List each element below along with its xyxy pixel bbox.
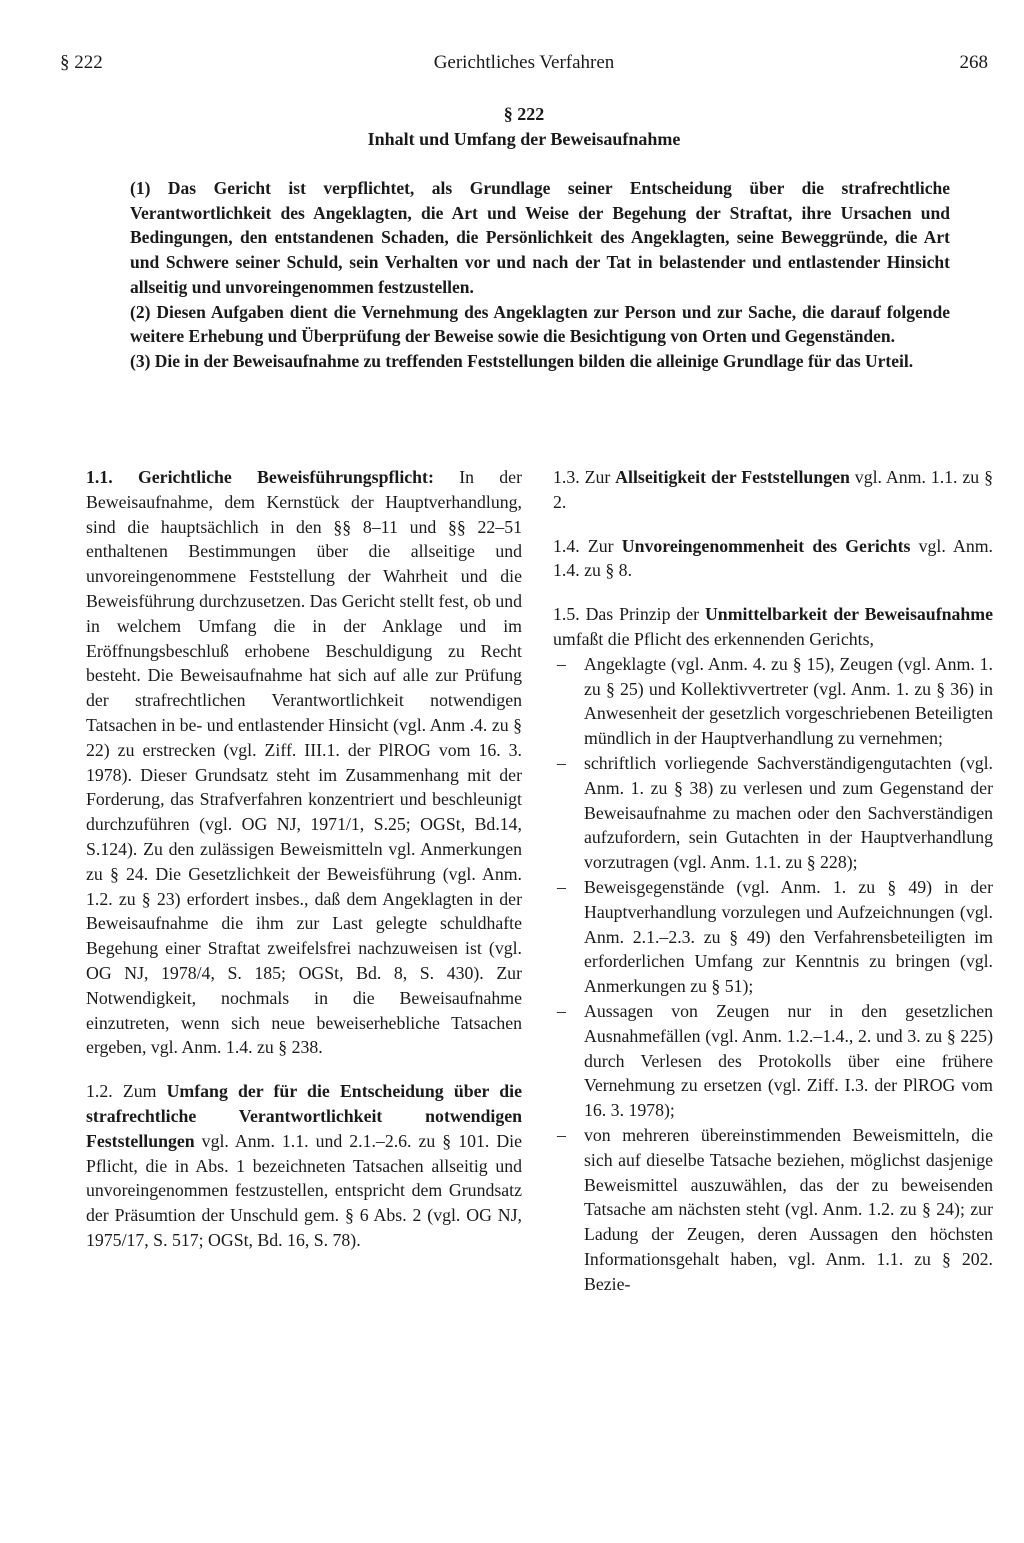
running-head — [60, 48, 988, 78]
note-1-2-text: vgl. Anm. 1.1. und 2.1.–2.6. zu § 101. Die Pflicht, die in Abs. 1 bezeichneten Tatsachen allseitig und unvoreingenommen festzustellen, entspricht dem Grundsatz der Präsumtion der Unschuld gem. § 6 Abs. 2 (vgl. OG NJ, 1975/17, S. 517; OGSt, Bd. 16, S. 78). — [86, 1130, 522, 1250]
statute-text — [130, 176, 950, 374]
commentary-left-column — [86, 465, 522, 1272]
list-item: – schriftlich vorliegende Sachverständigengutachten (vgl. Anm. 1. zu § 38) zu verlesen und zum Gegenstand der Beweisaufnahme zu machen oder den Sachverständigen aufzufordern, sein Gutachten in der Hauptverhandlung vorzutragen (vgl. Anm. 1.1. zu § 228); — [553, 751, 993, 875]
note-1-1 — [86, 465, 522, 1060]
list-item: – Aussagen von Zeugen nur in den gesetzlichen Ausnahmefällen (vgl. Anm. 1.2.–1.4., 2. und 3. zu § 225) durch Verlesen des Protokolls über eine frühere Vernehmung zu ersetzen (vgl. Ziff. I.3. der PlROG vom 16. 3. 1978); — [553, 999, 993, 1123]
note-1-4-number: 1.4. — [553, 535, 580, 556]
list-item: – von mehreren übereinstimmenden Beweismitteln, die sich auf dieselbe Tatsache beziehen, möglichst dasjenige Beweismittel auszuwählen, das der zu beweisenden Tatsache am nächsten steht (vgl. Anm. 1.2. zu § 24); zur Ladung der Zeugen, deren Aussagen den höchsten Informationsgehalt haben, vgl. Anm. 1.1. zu § 202. Bezie- — [553, 1123, 993, 1297]
header-section-ref: § 222 — [60, 52, 103, 73]
note-1-5-number: 1.5. — [553, 604, 580, 625]
note-1-5-intro — [553, 602, 993, 652]
note-1-4-lead: Zur — [579, 535, 622, 556]
section-number: § 222 — [503, 104, 545, 124]
note-1-2-number: 1.2. — [86, 1081, 113, 1102]
page-number: 268 — [959, 52, 988, 73]
list-item: – Beweisgegenstände (vgl. Anm. 1. zu § 49) in der Hauptverhandlung vorzulegen und Aufzeichnungen (vgl. Anm. 2.1.–2.3. zu § 49) den Verfahrensbeteiligten im erforderlichen Umfang zur Kenntnis zu bringen (vgl. Anmerkungen zu § 51); — [553, 875, 993, 999]
note-1-5-lead: Das Prinzip der — [579, 604, 705, 625]
note-1-3-heading: Allseitigkeit der Feststellungen — [615, 467, 850, 487]
note-1-4-heading: Unvoreingenommenheit des Gerichts — [621, 535, 911, 556]
note-1-3-number: 1.3. — [553, 467, 580, 487]
header-chapter-title: Gerichtliches Verfahren — [433, 52, 615, 73]
statute-paragraph-3: (3) Die in der Beweisaufnahme zu treffenden Feststellungen bilden die alleinige Grundlage für das Urteil. — [130, 350, 914, 371]
statute-paragraph-2: (2) Diesen Aufgaben dient die Vernehmung des Angeklagten zur Person und zur Sache, die darauf folgende weitere Erhebung und Überprüfung der Beweise sowie die Besichtigung von Orten und Gegenständen. — [130, 301, 950, 347]
note-1-2 — [86, 1079, 522, 1253]
note-1-2-lead: Zum — [112, 1081, 167, 1102]
section-title: Inhalt und Umfang der Beweisaufnahme — [367, 129, 681, 149]
list-item: – Angeklagte (vgl. Anm. 4. zu § 15), Zeugen (vgl. Anm. 1. zu § 25) und Kollektivvertreter (vgl. Anm. 1. zu § 36) in Anwesenheit der gesetzlich vorgeschriebenen Beteiligten mündlich in der Hauptverhandlung zu vernehmen; — [553, 652, 993, 751]
note-1-3-lead: Zur — [579, 467, 616, 487]
note-1-3-text: vgl. Anm. 1.1. zu § 2. — [553, 467, 993, 512]
section-heading — [60, 102, 988, 152]
note-1-5 — [553, 602, 993, 1296]
note-1-4-text: vgl. Anm. 1.4. zu § 8. — [553, 535, 993, 581]
note-1-5-text: umfaßt die Pflicht des erkennenden Gerichts, — [553, 628, 874, 649]
note-1-2-heading: Umfang der für die Entscheidung über die strafrechtliche Verantwortlichkeit notwendigen Feststellungen — [86, 1081, 522, 1151]
note-1-4 — [553, 534, 993, 584]
note-1-5-heading: Unmittelbarkeit der Beweisaufnahme — [704, 604, 993, 625]
note-1-5-list — [553, 652, 993, 1297]
note-1-3 — [553, 465, 993, 515]
statute-paragraph-1: (1) Das Gericht ist verpflichtet, als Grundlage seiner Entscheidung über die strafrechtliche Verantwortlichkeit des Angeklagten, die Art und Weise der Begehung der Straftat, ihre Ursachen und Bedingungen, den entstandenen Schaden, die Persönlichkeit des Angeklagten, seine Beweggründe, die Art und Schwere seiner Schuld, sein Verhalten vor und nach der Tat in belastender und entlastender Hinsicht allseitig und unvoreingenommen festzustellen. — [130, 178, 950, 297]
commentary-right-column — [553, 465, 993, 1297]
note-1-1-text: In der Beweisaufnahme, dem Kernstück der Hauptverhandlung, sind die hauptsächlich in den §§ 8–11 und §§ 22–51 enthaltenen Bestimmungen über die allseitige und unvoreingenommene Feststellung der Wahrheit und die Beweisführung durchzusetzen. Das Gericht stellt fest, ob und in welchem Umfang die in der Anklage und im Eröffnungsbeschluß erhobene Beschuldigung zu Recht besteht. Die Beweisaufnahme hat sich auf alle zur Prüfung der strafrechtlichen Verantwortlichkeit notwendigen Tatsachen in be- und entlastender Hinsicht (vgl. Anm .4. zu § 22) zu erstrecken (vgl. Ziff. III.1. der PlROG vom 16. 3. 1978). Dieser Grundsatz steht im Zusammenhang mit der Forderung, das Strafverfahren konzentriert und beschleunigt durchzuführen (vgl. OG NJ, 1971/1, S.25; OGSt, Bd.14, S.124). Zu den zulässigen Beweismitteln vgl. Anmerkungen zu § 24. Die Gesetzlichkeit der Beweisführung (vgl. Anm. 1.2. zu § 23) erfordert insbes., daß dem Angeklagten in der Beweisaufnahme die ihm zur Last gelegte schuldhafte Begehung einer Straftat zweifelsfrei nachzuweisen ist (vgl. OG NJ, 1978/4, S. 185; OGSt, Bd. 8, S. 430). Zur Notwendigkeit, nochmals in die Beweisaufnahme einzutreten, wenn sich neue beweiserhebliche Tatsachen ergeben, vgl. Anm. 1.4. zu § 238. — [86, 467, 523, 1058]
note-1-1-heading: 1.1. Gerichtliche Beweisführungspflicht: — [86, 467, 434, 487]
